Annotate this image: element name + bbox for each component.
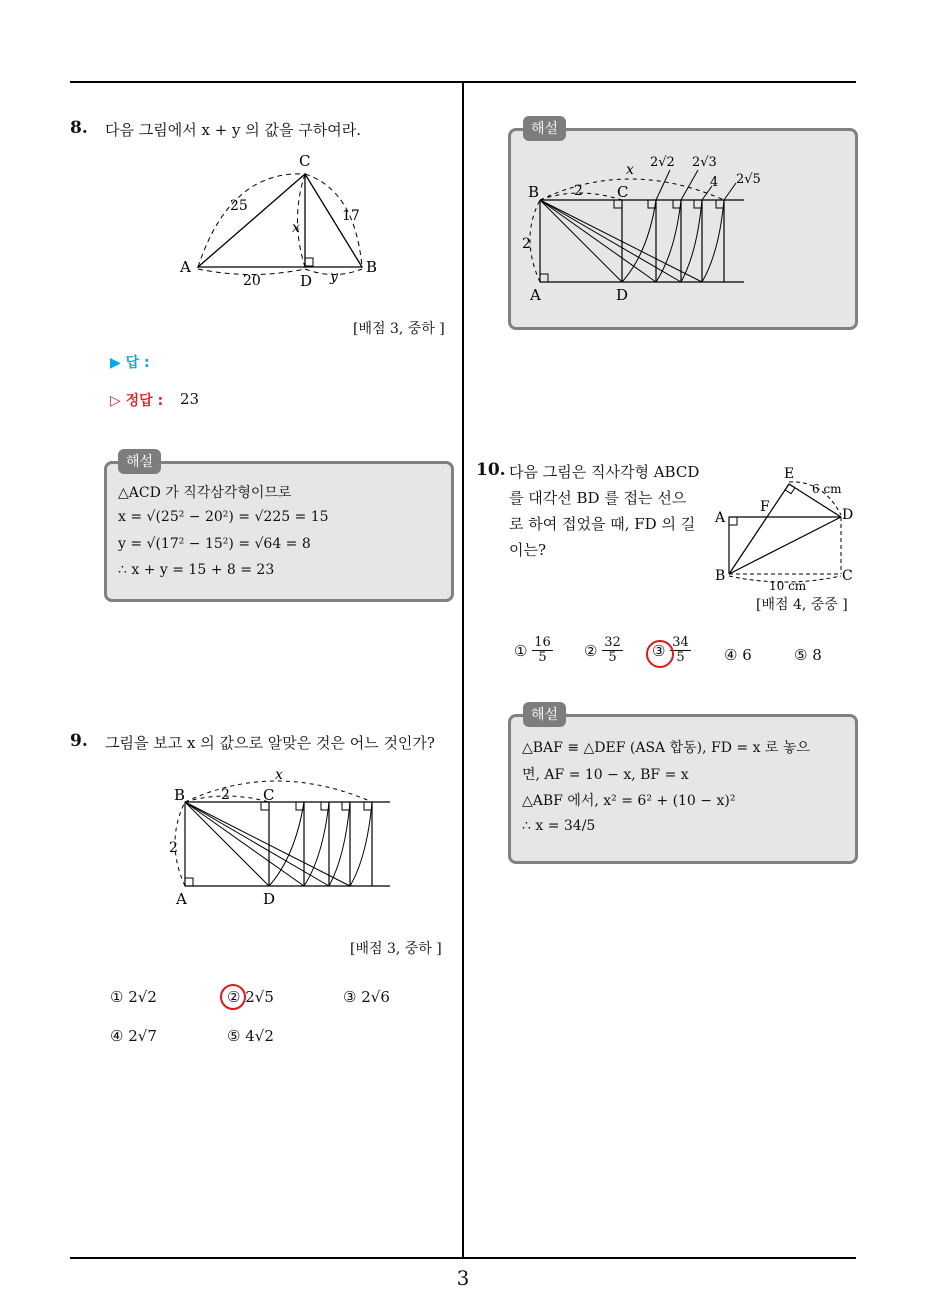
solution-line-2: x = √(25² − 20²) = √225 = 15 bbox=[118, 509, 329, 525]
label-a: A bbox=[176, 890, 187, 908]
choice-2[interactable]: ② $\frac{32}{5}$ bbox=[584, 635, 621, 666]
folded-rectangle-figure bbox=[705, 462, 855, 592]
question-text: 그림을 보고 x 의 값으로 알맞은 것은 어느 것인가? bbox=[105, 734, 435, 752]
page-number: 3 bbox=[456, 1266, 470, 1290]
question-number: 9. bbox=[70, 731, 88, 751]
solution-line-3: y = √(17² − 15²) = √64 = 8 bbox=[118, 536, 311, 552]
label-b: B bbox=[174, 786, 186, 804]
label-l2: 2√3 bbox=[692, 155, 717, 170]
score-tag: [배점 3, 중하 ] bbox=[353, 321, 445, 337]
score-tag: [배점 4, 중중 ] bbox=[756, 597, 848, 613]
label-d: D bbox=[842, 507, 854, 523]
question-text-line-3: 로 하여 접었을 때, FD 의 길 bbox=[509, 515, 696, 533]
label-a: A bbox=[530, 286, 541, 304]
solution-line-4: ∴ x + y = 15 + 8 = 23 bbox=[118, 562, 275, 578]
column-divider bbox=[462, 82, 464, 1258]
choice-1[interactable]: ① 2√2 bbox=[110, 988, 157, 1006]
label-2-left: 2 bbox=[169, 840, 178, 856]
label-c: C bbox=[299, 152, 311, 170]
choice-1[interactable]: ① $\frac{16}{5}$ bbox=[514, 635, 551, 666]
solution-tag: 해설 bbox=[523, 116, 566, 141]
question-text-line-2: 를 대각선 BD 를 접는 선으 bbox=[509, 489, 687, 507]
label-2-top: 2 bbox=[574, 183, 583, 199]
label-20: 20 bbox=[243, 273, 261, 289]
solution-line-1: △BAF ≡ △DEF (ASA 합동), FD = x 로 놓으 bbox=[522, 740, 810, 756]
correct-answer-label: ▷ 정답 : bbox=[110, 393, 164, 409]
label-b: B bbox=[528, 183, 540, 201]
label-c: C bbox=[617, 183, 629, 201]
label-y: y bbox=[330, 269, 338, 285]
choice-3[interactable]: ③ $\frac{34}{5}$ bbox=[652, 635, 689, 666]
solution-line-2: 면, AF = 10 − x, BF = x bbox=[522, 767, 689, 783]
label-b: B bbox=[366, 258, 378, 276]
label-f: F bbox=[760, 499, 770, 515]
choice-4[interactable]: ④ 6 bbox=[724, 646, 752, 664]
label-2-top: 2 bbox=[221, 787, 230, 803]
label-10cm: 10 cm bbox=[769, 579, 807, 592]
choice-5[interactable]: ⑤ 8 bbox=[794, 646, 822, 664]
label-6cm: 6 cm bbox=[812, 482, 842, 496]
label-25: 25 bbox=[230, 198, 248, 214]
answer-label: ▶ 답 : bbox=[110, 355, 150, 371]
footer-rule bbox=[70, 1257, 856, 1259]
choice-3[interactable]: ③ 2√6 bbox=[343, 988, 390, 1006]
choice-2[interactable]: ② 2√5 bbox=[227, 988, 274, 1006]
solution-line-4: ∴ x = 34/5 bbox=[522, 818, 596, 834]
question-text-line-4: 이는? bbox=[509, 541, 547, 559]
label-b: B bbox=[715, 568, 726, 584]
label-d: D bbox=[300, 272, 313, 290]
question-text-line-1: 다음 그림은 직사각형 ABCD bbox=[509, 463, 700, 481]
label-a: A bbox=[715, 510, 726, 526]
selected-choice-mark bbox=[646, 640, 674, 668]
label-d: D bbox=[263, 890, 276, 908]
solution-tag: 해설 bbox=[523, 702, 566, 727]
label-l4: 2√5 bbox=[736, 172, 761, 187]
label-c: C bbox=[263, 786, 275, 804]
solution-line-1: △ACD 가 직각삼각형이므로 bbox=[118, 485, 292, 501]
score-tag: [배점 3, 중하 ] bbox=[350, 941, 442, 957]
question-number: 8. bbox=[70, 118, 88, 138]
label-d: D bbox=[616, 286, 629, 304]
label-c: C bbox=[842, 568, 853, 584]
choice-5[interactable]: ⑤ 4√2 bbox=[227, 1027, 274, 1045]
label-17: 17 bbox=[342, 208, 360, 224]
label-l3: 4 bbox=[710, 175, 719, 190]
selected-choice-mark bbox=[220, 984, 246, 1010]
question-number: 10. bbox=[476, 460, 506, 480]
label-e: E bbox=[784, 466, 795, 482]
label-a: A bbox=[180, 258, 191, 276]
solution-figure bbox=[518, 148, 768, 308]
label-l1: 2√2 bbox=[650, 155, 675, 170]
label-2-left: 2 bbox=[522, 236, 531, 252]
label-x: x bbox=[626, 162, 634, 178]
rectangle-arcs-figure bbox=[165, 762, 395, 912]
correct-answer-value: 23 bbox=[180, 390, 200, 408]
triangle-figure bbox=[170, 150, 390, 290]
solution-tag: 해설 bbox=[118, 449, 161, 474]
choice-4[interactable]: ④ 2√7 bbox=[110, 1027, 157, 1045]
label-x: x bbox=[275, 767, 283, 783]
label-x: x bbox=[292, 220, 300, 236]
question-text: 다음 그림에서 x + y 의 값을 구하여라. bbox=[105, 121, 362, 139]
solution-line-3: △ABF 에서, x² = 6² + (10 − x)² bbox=[522, 793, 736, 809]
